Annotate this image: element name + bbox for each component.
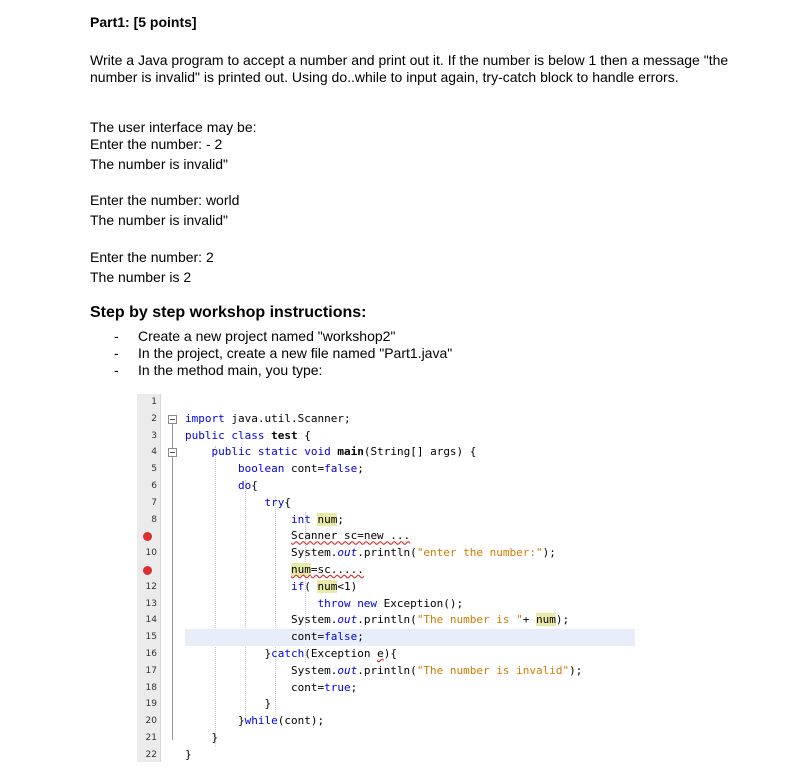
step-item: - Create a new project named "workshop2": [114, 328, 396, 344]
fold-toggle-icon[interactable]: [168, 448, 177, 457]
line-number: 7: [151, 497, 157, 508]
code-line: 8 int num;: [137, 512, 637, 529]
code-line: 2 import java.util.Scanner;: [137, 411, 637, 428]
ui-sample-line: Enter the number: - 2: [90, 136, 223, 152]
line-number: 17: [145, 665, 157, 676]
line-number: 12: [145, 581, 157, 592]
line-number: 21: [145, 733, 157, 743]
code-line: 5 boolean cont=false;: [137, 461, 637, 478]
line-number: 1: [151, 397, 157, 407]
ui-intro: The user interface may be:: [90, 119, 257, 135]
code-line: 16 }catch(Exception e){: [137, 646, 637, 663]
step-item: - In the method main, you type:: [114, 362, 323, 378]
line-number: 18: [145, 682, 157, 693]
code-line: Scanner sc=new ...: [137, 528, 637, 545]
line-number: 4: [151, 447, 157, 458]
code-line: 17 System.out.println("The number is invalid");: [137, 663, 637, 680]
steps-title: Step by step workshop instructions:: [90, 304, 367, 321]
fold-toggle-icon[interactable]: [168, 415, 177, 424]
line-number: 3: [151, 430, 157, 441]
code-line: 12 if( num<1): [137, 579, 637, 596]
line-number: 2: [151, 413, 157, 424]
line-number: 10: [145, 548, 157, 559]
ui-sample-line: The number is invalid": [90, 212, 229, 228]
code-line: 19 }: [137, 696, 637, 713]
line-number: 14: [145, 615, 157, 626]
code-line: 21 }: [137, 730, 637, 747]
code-line: 20 }while(cont);: [137, 713, 637, 730]
line-number: 8: [151, 514, 157, 525]
line-number: 15: [145, 632, 157, 643]
task-description: Write a Java program to accept a number and print out it. If the number is below 1 then a message "the number is invalid" is printed out. Using do..while to input again, try-catch block to handle errors.: [90, 52, 729, 85]
error-marker-icon[interactable]: [143, 532, 152, 541]
line-number: 20: [145, 716, 157, 727]
line-number: 22: [145, 749, 157, 760]
code-line: 14 System.out.println("The number is "+ num);: [137, 612, 637, 629]
step-text: In the method main, you type:: [138, 362, 323, 378]
line-number: 16: [145, 649, 157, 659]
code-editor-screenshot: [137, 394, 637, 762]
code-line: 10 System.out.println("enter the number:");: [137, 545, 637, 562]
ui-sample-line: The number is invalid": [90, 156, 229, 172]
code-line: 3 public class test {: [137, 428, 637, 445]
line-number: 5: [151, 464, 157, 475]
error-marker-icon[interactable]: [143, 566, 152, 575]
ui-sample-line: Enter the number: 2: [90, 249, 214, 265]
code-line: num=sc.....: [137, 562, 637, 579]
code-line: 22 }: [137, 747, 637, 764]
code-line: 7 try{: [137, 495, 637, 512]
code-line: 18 cont=true;: [137, 680, 637, 697]
part-heading: Part1: [5 points]: [90, 14, 197, 30]
line-number: 19: [145, 699, 157, 710]
code-line: 6 do{: [137, 478, 637, 495]
code-line: 13 throw new Exception();: [137, 596, 637, 613]
ui-sample-line: Enter the number: world: [90, 192, 240, 208]
step-item: - In the project, create a new file named "Part1.java": [114, 345, 453, 361]
code-line-current: 15 cont=false;: [137, 629, 637, 646]
code-line: 4 public static void main(String[] args) {: [137, 444, 637, 461]
ui-sample-line: The number is 2: [90, 269, 192, 285]
line-number: 13: [145, 598, 157, 609]
code-line: [137, 394, 637, 411]
line-number: 6: [151, 481, 157, 491]
step-text: In the project, create a new file named "Part1.java": [138, 345, 453, 361]
step-text: Create a new project named "workshop2": [138, 328, 396, 344]
